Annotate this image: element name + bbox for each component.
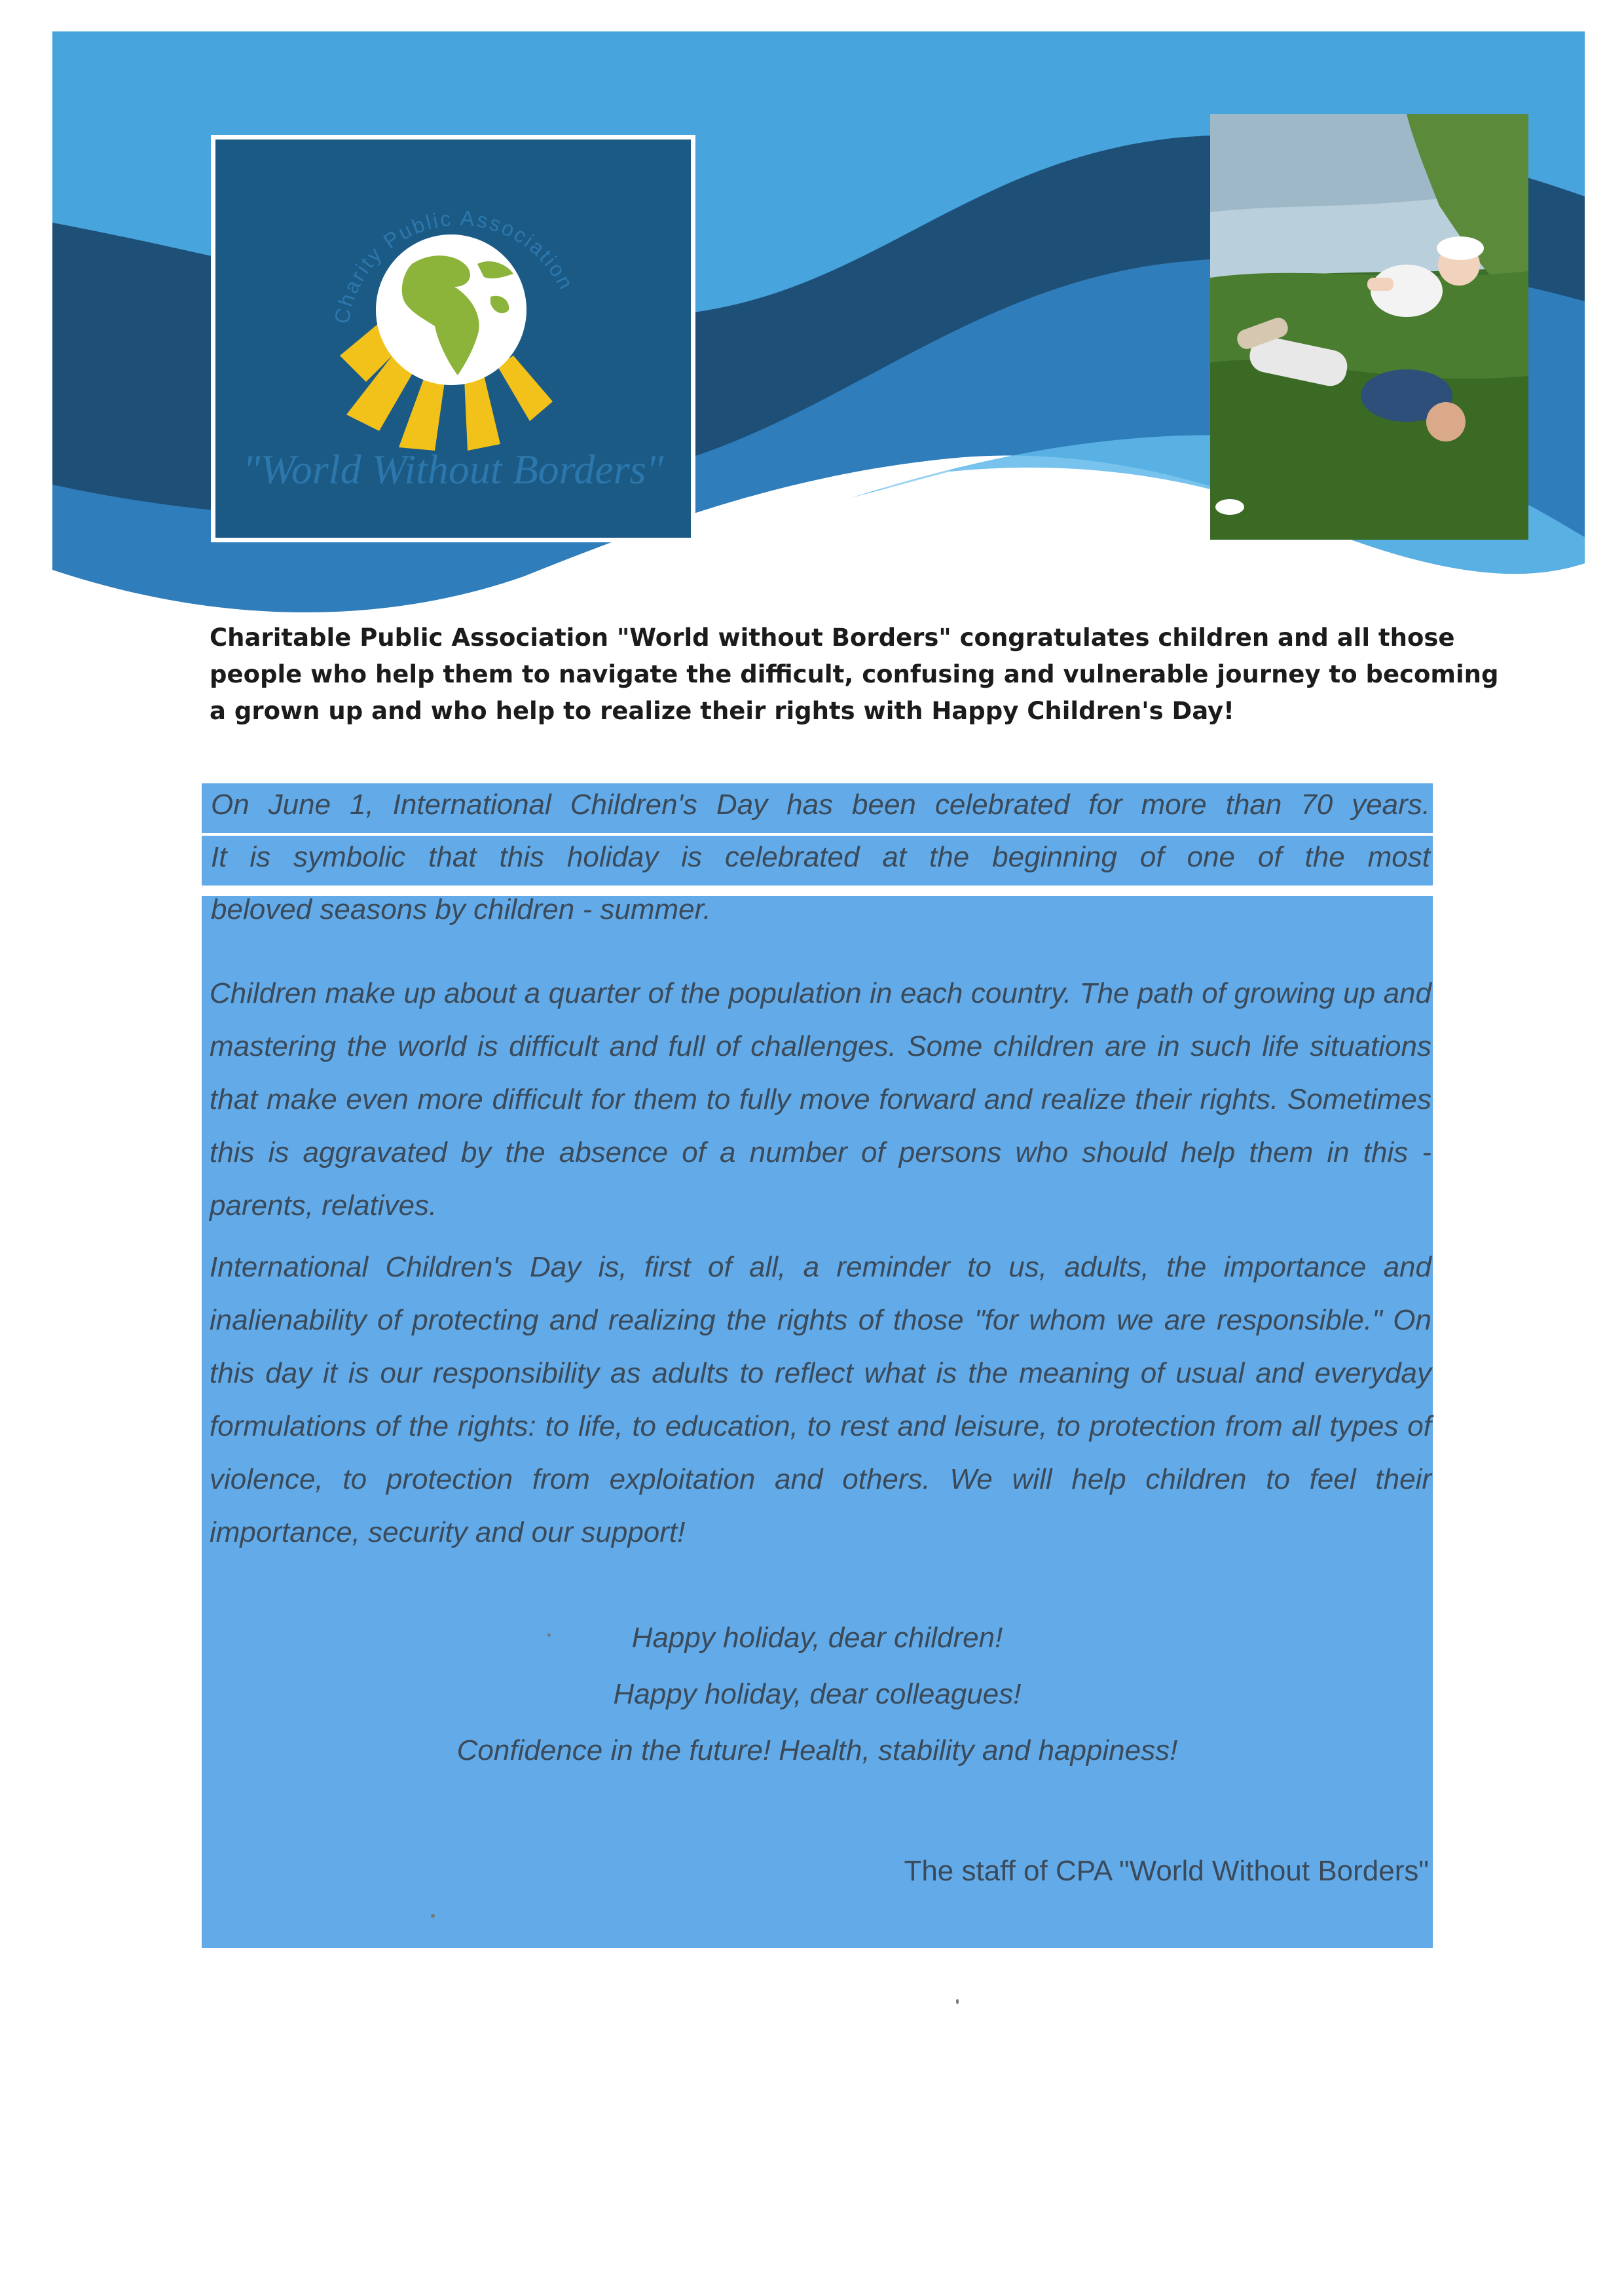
intro-paragraph: Charitable Public Association "World without Borders" congratulates children and all those people who help them to navigate the difficult, confusing and vulnerable journey to becoming a grown up and who help to realize their rights with Happy Children's Day! — [210, 624, 1499, 725]
message-paragraph-3: International Children's Day is, first of all, a reminder to us, adults, the importance and inalienability of protecting and realizing the rights of those "for whom we are responsible." On this day it is our responsibility as adults to reflect what is the meaning of usual and everyday formulations of the rights: to life, to education, to rest and leisure, to protection from all types of violence, to protection from exploitation and others. We will help children to feel their importance, security and our support! — [210, 1251, 1431, 1548]
globe-icon — [376, 234, 526, 385]
logo-wordmark: "World Without Borders" — [242, 446, 664, 493]
message-line-1: On June 1, International Children's Day has been celebrated for more than 70 years. — [211, 789, 1430, 821]
message-paragraph-2: Children make up about a quarter of the population in each country. The path of growing up and mastering the world is difficult and full of challenges. Some children are in such life situations that make even more difficult for them to fully move forward and realize their rights. Sometimes this is aggravated by the absence of a number of persons who should help them in this - parents, relatives. — [210, 977, 1431, 1222]
greeting-line-3: Confidence in the future! Health, stability and happiness! — [456, 1734, 1178, 1766]
message-line-2: It is symbolic that this holiday is celebrated at the beginning of one of the most — [211, 841, 1430, 873]
greeting-line-1: Happy holiday, dear children! — [631, 1622, 1003, 1654]
organization-logo — [211, 135, 695, 542]
greeting-line-2: Happy holiday, dear colleagues! — [613, 1678, 1022, 1710]
scan-speck — [956, 1999, 959, 2004]
signature: The staff of CPA "World Without Borders" — [904, 1855, 1429, 1887]
children-day-photo — [1210, 114, 1528, 540]
message-line-3: beloved seasons by children - summer. — [211, 893, 711, 925]
scan-speck — [547, 1633, 551, 1637]
logo-arc-text: Charity Public Association — [329, 206, 579, 326]
scan-speck — [431, 1914, 435, 1918]
shoe — [1215, 499, 1244, 515]
